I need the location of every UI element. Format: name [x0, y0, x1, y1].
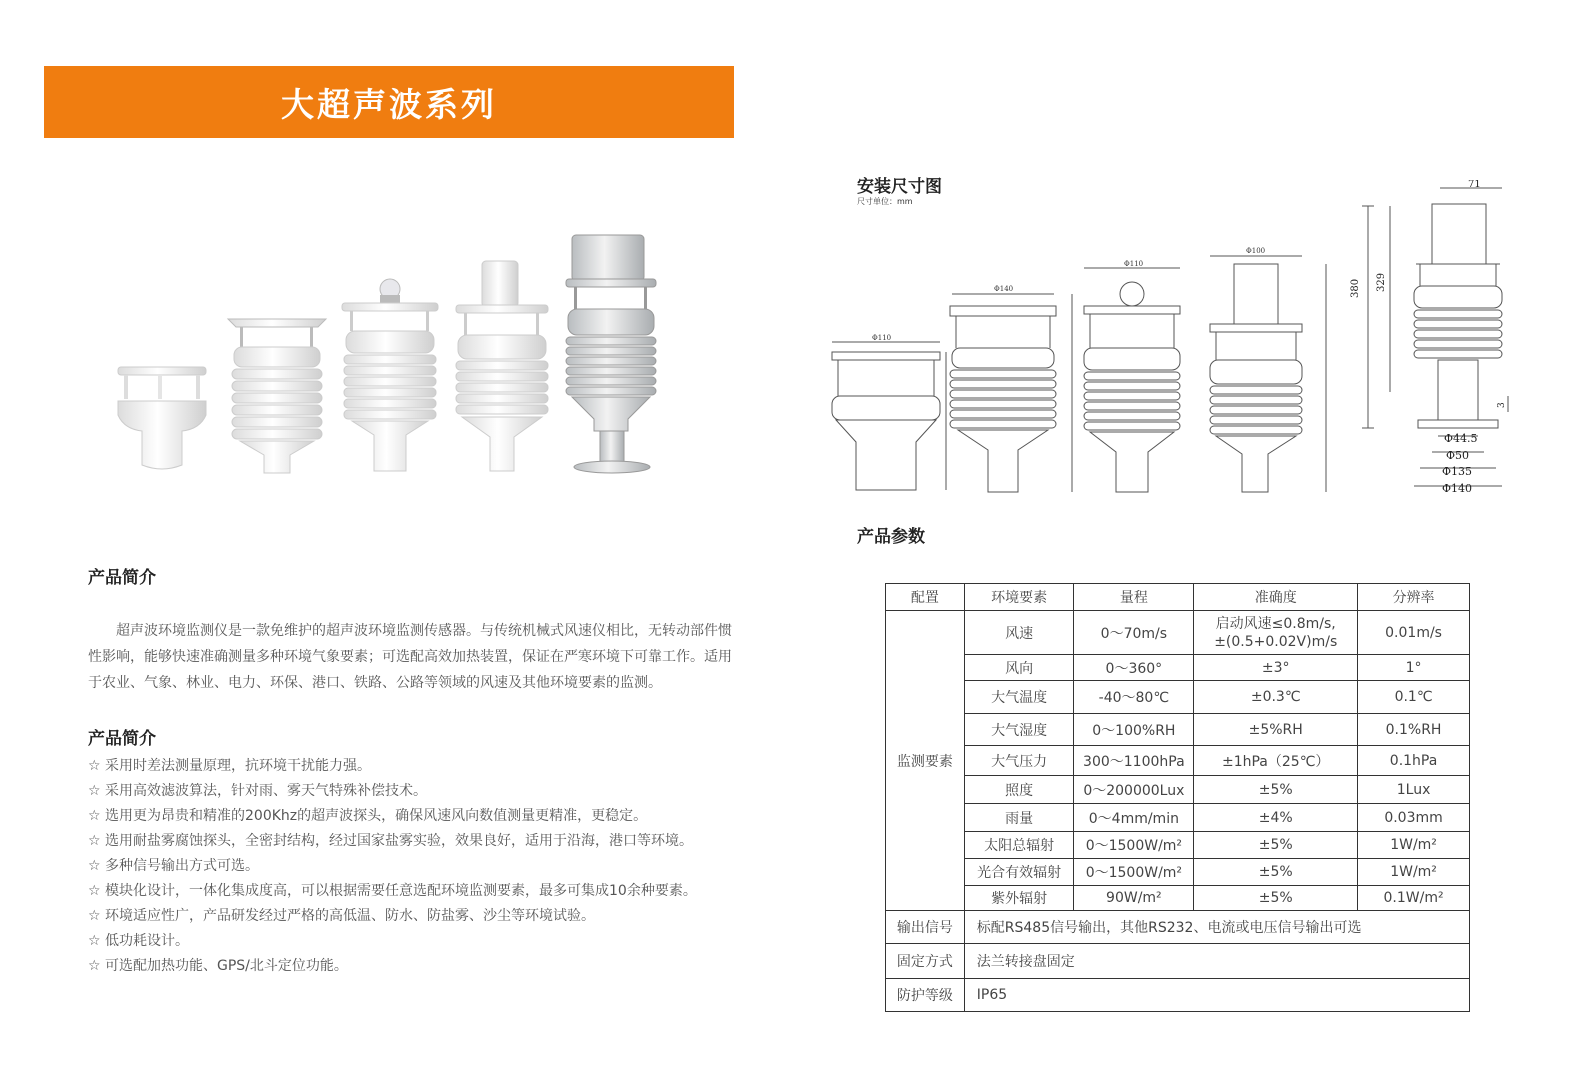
cell-range: 0～1500W/m²: [1074, 832, 1194, 859]
cell-accuracy: ±5%: [1194, 776, 1358, 804]
install-heading: 安装尺寸图: [857, 177, 942, 197]
header-config: 配置: [886, 584, 965, 611]
accuracy-line: 启动风速≤0.8m/s, ±(0.5+0.02V)m/s: [1214, 615, 1338, 650]
svg-text:Φ140: Φ140: [1442, 482, 1473, 495]
cell-element: 大气湿度: [964, 714, 1074, 746]
header-range: 量程: [1074, 584, 1194, 611]
product-unit-shield: [228, 319, 326, 473]
cell-element: 大气温度: [964, 681, 1074, 714]
table-row: [886, 681, 1470, 714]
params-table: [885, 583, 1470, 1012]
drawing-e: [1350, 180, 1508, 495]
footer-value: 标配RS485信号输出，其他RS232、电流或电压信号输出可选: [964, 911, 1469, 944]
cell-resolution: 0.1℃: [1358, 681, 1470, 714]
feature-item: ☆ 模块化设计，一体化集成度高，可以根据需要任意选配环境监测要素，最多可集成10余种要素。: [88, 883, 697, 899]
cell-accuracy: ±5%: [1194, 832, 1358, 859]
table-row: [886, 714, 1470, 746]
cell-element: 风速: [964, 611, 1074, 655]
drawing-d: [1210, 247, 1326, 492]
cell-resolution: 0.01m/s: [1358, 611, 1470, 655]
svg-text:Φ44.5: Φ44.5: [1444, 432, 1478, 445]
svg-text:Φ110: Φ110: [872, 334, 892, 342]
cell-accuracy: ±5%RH: [1194, 714, 1358, 746]
header-resolution: 分辨率: [1358, 584, 1470, 611]
cell-element: 太阳总辐射: [964, 832, 1074, 859]
features-list: [88, 754, 738, 979]
cell-accuracy: ±5%: [1194, 859, 1358, 886]
cell-element: 照度: [964, 776, 1074, 804]
cell-resolution: 1W/m²: [1358, 832, 1470, 859]
cell-range: 0～360°: [1074, 655, 1194, 681]
svg-text:3: 3: [1497, 402, 1507, 408]
feature-item: ☆ 选用耐盐雾腐蚀探头，全密封结构，经过国家盐雾实验，效果良好，适用于沿海，港口等环境。: [88, 833, 693, 849]
dimension-drawings: [828, 180, 1528, 500]
params-header-row: [886, 584, 1470, 611]
table-row: [886, 776, 1470, 804]
feature-item: ☆ 环境适应性广，产品研发经过严格的高低温、防水、防盐雾、沙尘等环境试验。: [88, 908, 595, 924]
cell-range: -40～80℃: [1074, 681, 1194, 714]
table-row: [886, 611, 1470, 655]
table-row: [886, 804, 1470, 832]
banner-title: 大超声波系列: [281, 84, 497, 124]
cell-element: 雨量: [964, 804, 1074, 832]
svg-text:71: 71: [1468, 180, 1481, 190]
intro-heading: 产品简介: [88, 568, 156, 588]
cell-accuracy: ±0.3℃: [1194, 681, 1358, 714]
footer-label: 固定方式: [886, 944, 965, 979]
cell-range: 0～200000Lux: [1074, 776, 1194, 804]
table-row: [886, 911, 1470, 944]
cell-range: 0～100%RH: [1074, 714, 1194, 746]
cell-range: 0～70m/s: [1074, 611, 1194, 655]
table-row: [886, 655, 1470, 681]
table-row: [886, 746, 1470, 776]
cell-resolution: 0.1hPa: [1358, 746, 1470, 776]
cell-element: 大气压力: [964, 746, 1074, 776]
svg-text:Φ110: Φ110: [1124, 260, 1144, 268]
feature-item: ☆ 多种信号输出方式可选。: [88, 858, 260, 874]
cell-element: 紫外辐射: [964, 886, 1074, 911]
cell-resolution: 0.1%RH: [1358, 714, 1470, 746]
footer-value: 法兰转接盘固定: [964, 944, 1469, 979]
params-heading: 产品参数: [857, 527, 925, 547]
feature-item: ☆ 采用时差法测量原理，抗环境干扰能力强。: [88, 758, 371, 774]
group-label: 监测要素: [886, 611, 965, 911]
cell-element: 风向: [964, 655, 1074, 681]
cell-accuracy: ±3°: [1194, 655, 1358, 681]
product-unit-large: [566, 235, 656, 473]
svg-text:Φ140: Φ140: [994, 285, 1014, 293]
drawing-b: [950, 285, 1072, 492]
install-unit-note: 尺寸单位：mm: [857, 197, 913, 206]
feature-item: ☆ 采用高效滤波算法，针对雨、雾天气特殊补偿技术。: [88, 783, 427, 799]
svg-text:Φ50: Φ50: [1446, 449, 1470, 462]
series-banner: [44, 66, 734, 138]
table-row: [886, 944, 1470, 979]
cell-resolution: 0.03mm: [1358, 804, 1470, 832]
cell-range: 0～1500W/m²: [1074, 859, 1194, 886]
feature-item: ☆ 低功耗设计。: [88, 933, 190, 949]
product-photos: [100, 215, 690, 485]
cell-element: 光合有效辐射: [964, 859, 1074, 886]
table-row: [886, 979, 1470, 1012]
svg-text:Φ135: Φ135: [1442, 465, 1473, 478]
cell-accuracy: [1194, 611, 1358, 655]
table-row: [886, 832, 1470, 859]
cell-resolution: 1W/m²: [1358, 859, 1470, 886]
cell-resolution: 1°: [1358, 655, 1470, 681]
feature-item: ☆ 选用更为昂贵和精准的200Khz的超声波探头，确保风速风向数值测量更精准，更稳定。: [88, 808, 648, 824]
cell-resolution: 0.1W/m²: [1358, 886, 1470, 911]
cell-range: 300～1100hPa: [1074, 746, 1194, 776]
cell-accuracy: ±4%: [1194, 804, 1358, 832]
feature-item: ☆ 可选配加热功能、GPS/北斗定位功能。: [88, 958, 348, 974]
cell-range: 90W/m²: [1074, 886, 1194, 911]
product-unit-dome: [342, 279, 438, 471]
drawing-c: [1084, 260, 1180, 492]
cell-range: 0～4mm/min: [1074, 804, 1194, 832]
cell-resolution: 1Lux: [1358, 776, 1470, 804]
product-unit-rain: [456, 261, 548, 471]
footer-label: 防护等级: [886, 979, 965, 1012]
cell-accuracy: ±1hPa（25℃）: [1194, 746, 1358, 776]
svg-text:380: 380: [1350, 278, 1361, 298]
footer-value: IP65: [964, 979, 1469, 1012]
svg-text:Φ100: Φ100: [1246, 247, 1266, 255]
footer-label: 输出信号: [886, 911, 965, 944]
features-heading: 产品简介: [88, 729, 156, 749]
table-row: [886, 859, 1470, 886]
intro-paragraph: 超声波环境监测仪是一款免维护的超声波环境监测传感器。与传统机械式风速仪相比，无转动部件惯性影响，能够快速准确测量多种环境气象要素；可选配高效加热装置，保证在严寒环境下可靠工作。适用于农业、气象、林业、电力、环保、港口、铁路、公路等领域的风速及其他环境要素的监测。: [88, 623, 732, 691]
header-accuracy: 准确度: [1194, 584, 1358, 611]
header-element: 环境要素: [964, 584, 1074, 611]
cell-accuracy: ±5%: [1194, 886, 1358, 911]
drawing-a: [832, 334, 946, 490]
table-row: [886, 886, 1470, 911]
svg-text:329: 329: [1376, 272, 1387, 292]
product-unit-small: [118, 367, 206, 469]
